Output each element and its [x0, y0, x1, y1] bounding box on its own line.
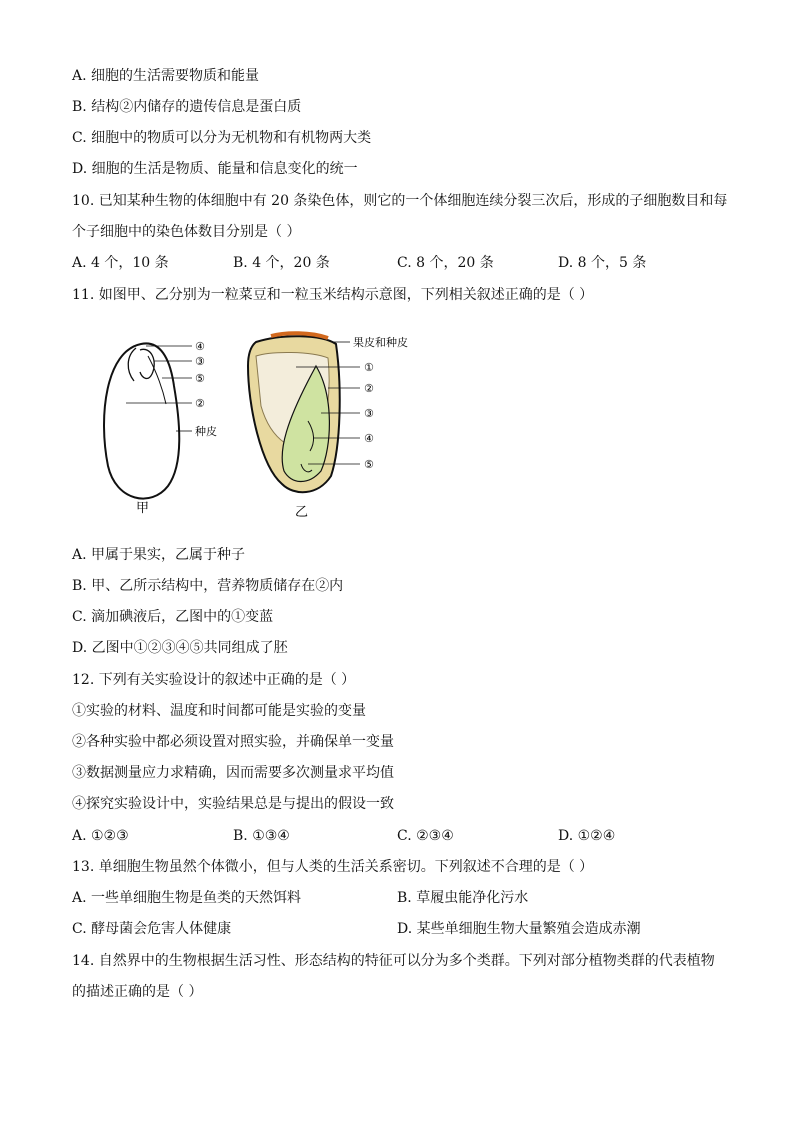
bean-label-3: ③ — [195, 355, 205, 368]
q11-option-b: B. 甲、乙所示结构中，营养物质储存在②内 — [72, 578, 344, 594]
q10-option-c: C. 8 个，20 条 — [397, 255, 494, 271]
q13-option-c: C. 酵母菌会危害人体健康 — [72, 921, 232, 937]
q12-stem: 12. 下列有关实验设计的叙述中正确的是（ ） — [72, 672, 356, 688]
q13-option-a: A. 一些单细胞生物是鱼类的天然饵料 — [72, 890, 302, 906]
corn-label-3: ③ — [364, 407, 374, 420]
q13-option-b: B. 草履虫能净化污水 — [397, 890, 529, 906]
corn-caption: 乙 — [295, 505, 309, 520]
q12-statement-2: ②各种实验中都必须设置对照实验，并确保单一变量 — [72, 734, 394, 750]
corn-label-5: ⑤ — [364, 458, 374, 471]
q11-option-c: C. 滴加碘液后，乙图中的①变蓝 — [72, 609, 274, 625]
q12-option-b: B. ①③④ — [233, 828, 290, 844]
corn-label-1: ① — [364, 361, 374, 374]
q14-stem-line1: 14. 自然界中的生物根据生活习性、形态结构的特征可以分为多个类群。下列对部分植物类群的代表植物 — [72, 953, 715, 969]
q10-option-b: B. 4 个，20 条 — [233, 255, 330, 271]
corn-label-4: ④ — [364, 432, 374, 445]
q11-option-d: D. 乙图中①②③④⑤共同组成了胚 — [72, 640, 288, 656]
corn-label-pericarp: 果皮和种皮 — [353, 336, 408, 349]
q12-statement-4: ④探究实验设计中，实验结果总是与提出的假设一致 — [72, 796, 394, 812]
q13-stem: 13. 单细胞生物虽然个体微小，但与人类的生活关系密切。下列叙述不合理的是（ ） — [72, 859, 594, 875]
q10-option-d: D. 8 个，5 条 — [558, 255, 647, 271]
bean-seed-diagram — [104, 343, 192, 498]
q12-option-c: C. ②③④ — [397, 828, 454, 844]
q11-option-a: A. 甲属于果实，乙属于种子 — [72, 547, 246, 563]
bean-label-2: ② — [195, 397, 205, 410]
q13-option-d: D. 某些单细胞生物大量繁殖会造成赤潮 — [397, 921, 641, 937]
q11-stem: 11. 如图甲、乙分别为一粒菜豆和一粒玉米结构示意图，下列相关叙述正确的是（ ） — [72, 287, 594, 303]
seed-structure-figure — [96, 326, 456, 526]
bean-caption: 甲 — [136, 501, 150, 516]
q9-option-a: A. 细胞的生活需要物质和能量 — [72, 68, 260, 84]
q12-option-d: D. ①②④ — [558, 828, 616, 844]
q9-option-c: C. 细胞中的物质可以分为无机物和有机物两大类 — [72, 130, 372, 146]
q9-option-d: D. 细胞的生活是物质、能量和信息变化的统一 — [72, 161, 358, 177]
q14-stem-line2: 的描述正确的是（ ） — [72, 984, 203, 1000]
bean-label-4: ④ — [195, 340, 205, 353]
bean-label-5: ⑤ — [195, 372, 205, 385]
q9-option-b: B. 结构②内储存的遗传信息是蛋白质 — [72, 99, 302, 115]
bean-label-seed-coat: 种皮 — [195, 425, 217, 438]
corn-kernel-diagram — [248, 333, 360, 492]
q10-stem-line2: 个子细胞中的染色体数目分别是（ ） — [72, 224, 301, 240]
q12-statement-1: ①实验的材料、温度和时间都可能是实验的变量 — [72, 703, 366, 719]
q10-option-a: A. 4 个，10 条 — [72, 255, 169, 271]
q10-stem-line1: 10. 已知某种生物的体细胞中有 20 条染色体，则它的一个体细胞连续分裂三次后，形成的子细胞数目和每 — [72, 193, 728, 209]
q12-option-a: A. ①②③ — [72, 828, 129, 844]
corn-label-2: ② — [364, 382, 374, 395]
q12-statement-3: ③数据测量应力求精确，因而需要多次测量求平均值 — [72, 765, 394, 781]
